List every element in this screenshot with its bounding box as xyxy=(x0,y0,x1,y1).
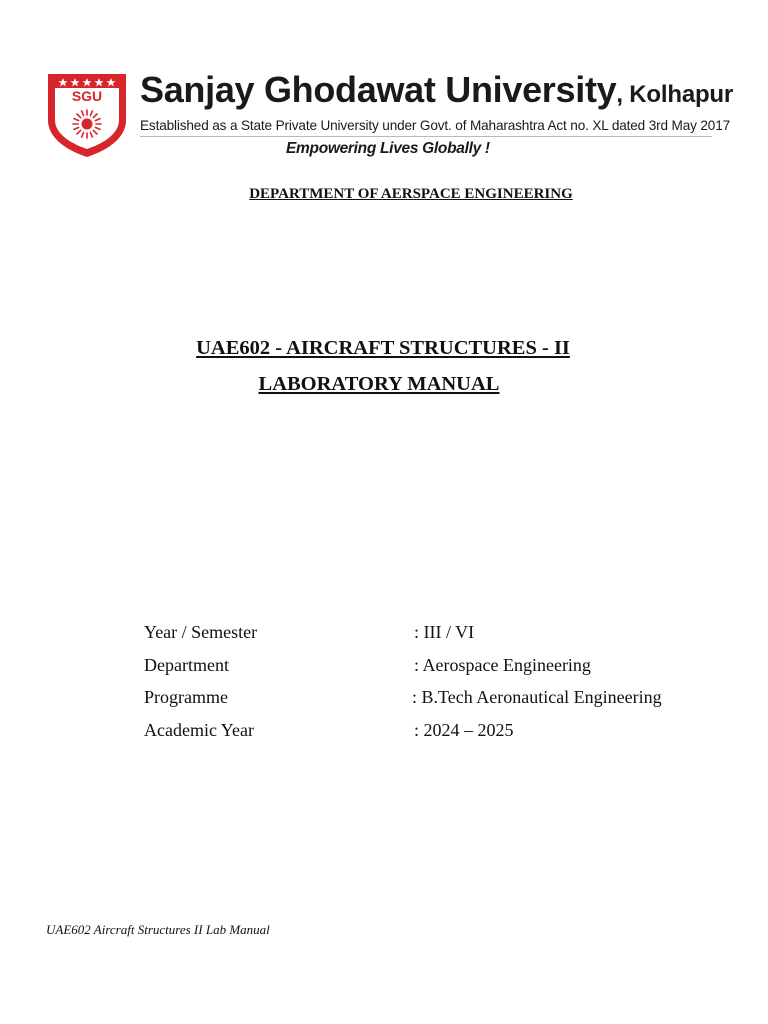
page-footer: UAE602 Aircraft Structures II Lab Manual xyxy=(46,922,270,937)
svg-text:SGU: SGU xyxy=(71,88,103,104)
detail-value: : III / VI xyxy=(414,622,475,642)
detail-row-year-semester xyxy=(144,622,724,655)
detail-row-academic-year xyxy=(144,720,724,753)
sgu-logo-icon xyxy=(46,72,128,158)
department-heading: DEPARTMENT OF AERSPACE ENGINEERING xyxy=(249,186,573,202)
university-name-main: Sanjay Ghodawat University xyxy=(140,69,617,110)
detail-label: Department xyxy=(144,654,229,675)
course-details xyxy=(144,622,724,752)
course-title: UAE602 - AIRCRAFT STRUCTURES - II xyxy=(196,337,570,359)
manual-title: LABORATORY MANUAL xyxy=(258,373,500,395)
header-divider xyxy=(140,136,712,137)
university-city: , Kolhapur xyxy=(616,81,734,108)
establishment-statement: Established as a State Private University under Govt. of Maharashtra Act no. XL dated 3rd May 2017 xyxy=(140,118,731,133)
detail-row-programme xyxy=(144,687,724,720)
university-tagline: Empowering Lives Globally ! xyxy=(286,140,490,157)
detail-value: : 2024 – 2025 xyxy=(414,719,514,740)
university-header xyxy=(46,69,734,162)
detail-value: : Aerospace Engineering xyxy=(414,654,591,675)
university-name xyxy=(140,69,734,110)
detail-label: Programme xyxy=(144,687,228,707)
detail-value: : B.Tech Aeronautical Engineering xyxy=(412,687,662,707)
detail-label: Year / Semester xyxy=(144,622,258,642)
detail-label: Academic Year xyxy=(144,719,254,740)
detail-row-department xyxy=(144,655,724,688)
